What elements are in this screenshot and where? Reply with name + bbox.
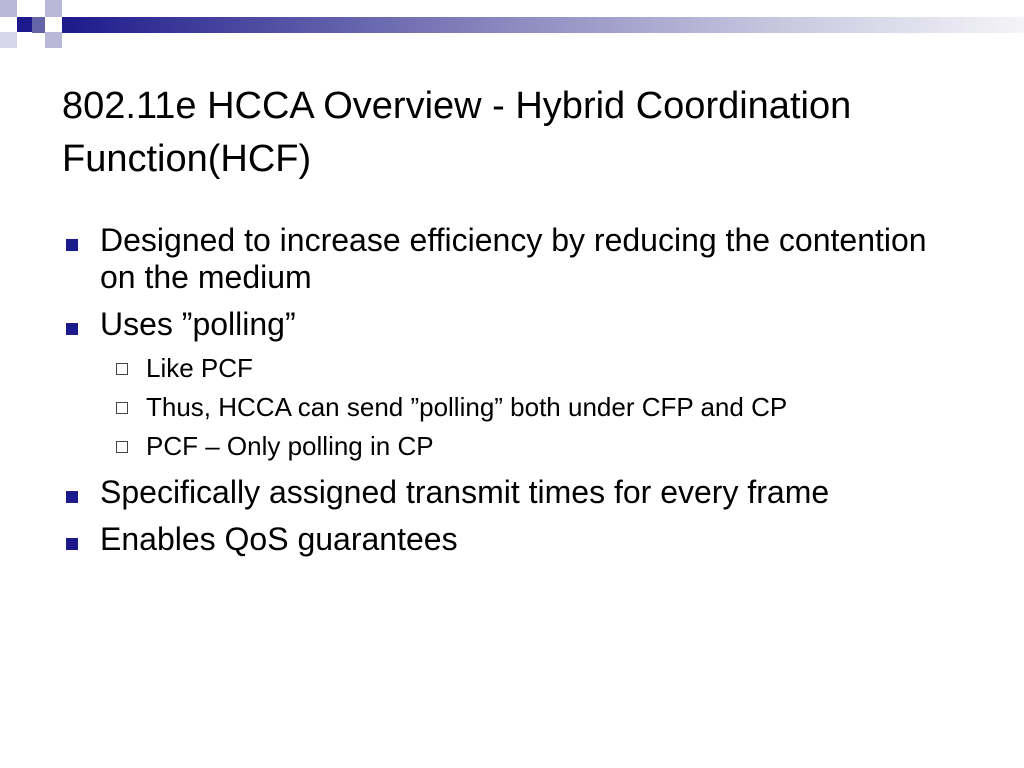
bullet-text: Specifically assigned transmit times for every frame bbox=[100, 474, 830, 510]
hollow-square-bullet-icon bbox=[116, 363, 128, 375]
decorative-square bbox=[32, 17, 45, 33]
bullet-text: Enables QoS guarantees bbox=[100, 521, 458, 557]
bullet-item bbox=[62, 222, 962, 296]
sub-bullet-item bbox=[100, 392, 962, 423]
hollow-square-bullet-icon bbox=[116, 441, 128, 453]
bullet-item bbox=[62, 521, 962, 558]
sub-bullet-text: PCF – Only polling in CP bbox=[146, 431, 434, 461]
bullet-list bbox=[62, 474, 962, 558]
sub-bullet-list bbox=[62, 353, 962, 462]
sub-bullet-text: Thus, HCCA can send ”polling” both under CFP and CP bbox=[146, 392, 788, 422]
decorative-square bbox=[17, 17, 32, 32]
slide-title: 802.11e HCCA Overview - Hybrid Coordination Function(HCF) bbox=[62, 85, 852, 180]
decorative-square bbox=[0, 32, 17, 48]
sub-bullet-item bbox=[100, 431, 962, 462]
bullet-text: Designed to increase efficiency by reducing the contention on the medium bbox=[100, 222, 927, 295]
slide-body bbox=[62, 222, 962, 568]
bullet-item bbox=[62, 474, 962, 511]
bullet-text: Uses ”polling” bbox=[100, 306, 296, 342]
decorative-square bbox=[0, 0, 17, 17]
header-gradient-bar bbox=[62, 17, 1024, 33]
bullet-list bbox=[62, 222, 962, 343]
hollow-square-bullet-icon bbox=[116, 402, 128, 414]
sub-bullet-text: Like PCF bbox=[146, 353, 253, 383]
square-bullet-icon bbox=[66, 538, 78, 550]
sub-bullet-item bbox=[100, 353, 962, 384]
square-bullet-icon bbox=[66, 491, 78, 503]
square-bullet-icon bbox=[66, 239, 78, 251]
square-bullet-icon bbox=[66, 323, 78, 335]
decorative-square bbox=[45, 0, 62, 17]
bullet-item bbox=[62, 306, 962, 343]
decorative-square bbox=[45, 32, 62, 48]
